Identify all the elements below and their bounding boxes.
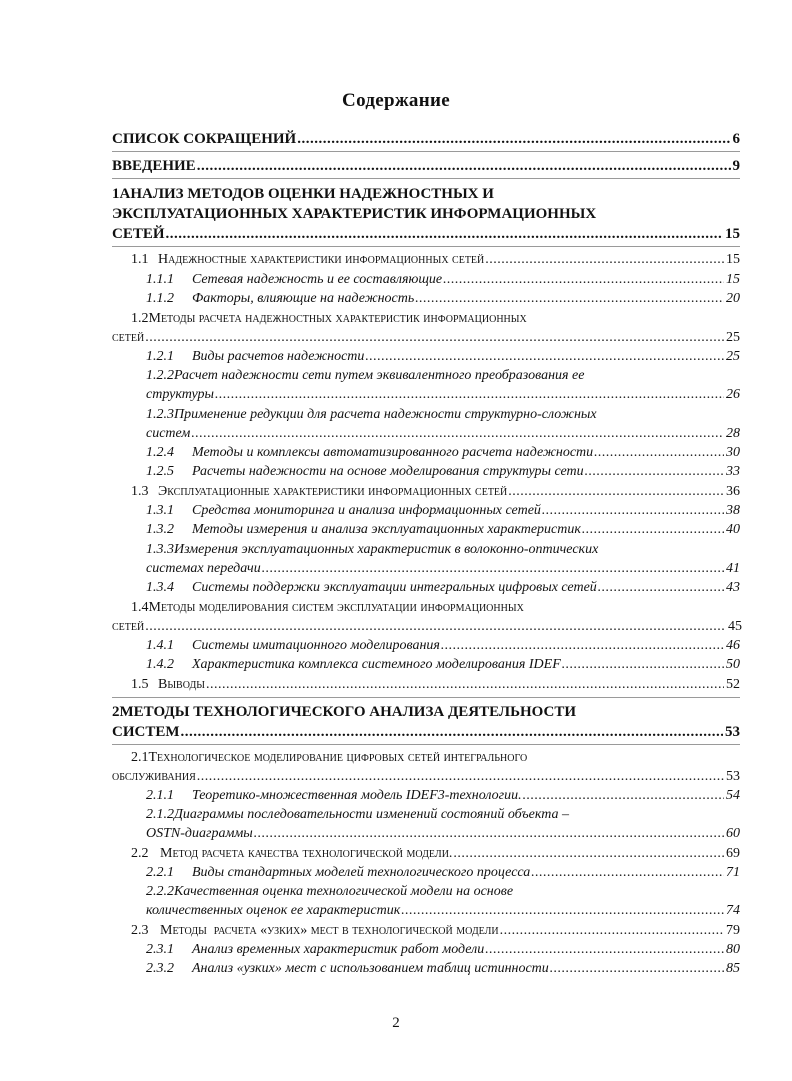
toc-number: 1.2 [131,311,149,326]
toc-number: 1.3.2 [146,522,174,537]
toc-page-number: 25 [726,330,740,345]
toc-entry[interactable] [131,923,740,939]
toc-number: 1.2.2 [146,368,174,383]
dot-leader [415,291,724,307]
dot-leader [508,484,724,500]
toc-number: 1.4 [131,600,149,615]
toc-entry[interactable] [131,484,740,500]
toc-title-line: Применение редукции для расчета надежности структурно-сложных [174,407,597,422]
toc-title-line: АНАЛИЗ МЕТОДОВ ОЦЕНКИ НАДЕЖНОСТНЫХ И [119,186,494,202]
toc-entry[interactable] [112,330,740,346]
toc-page-number: 20 [726,291,740,306]
toc-title: Характеристика комплекса системного моделирования IDEF [192,657,561,672]
dot-leader [145,330,724,346]
toc-entry[interactable] [146,445,740,461]
toc-title: Расчеты надежности на основе моделирования структуры сети [192,464,584,479]
toc-section-heading [131,750,527,766]
dot-leader [585,464,724,480]
toc-title: Анализ «узких» мест с использованием таблиц истинности [192,961,549,976]
toc-title: Выводы [158,677,205,692]
toc-number: 2.3.1 [146,942,174,957]
dot-leader [453,846,724,862]
toc-entry[interactable] [146,638,740,654]
toc-page-number: 28 [726,426,740,441]
toc-number: 1.2.1 [146,349,174,364]
toc-title: Методы измерения и анализа эксплуатационных характеристик [192,522,581,537]
toc-number: 2.3 [131,923,149,938]
toc-title: Виды стандартных моделей технологического процесса [192,865,531,880]
toc-title-line: структуры [146,387,214,402]
toc-page-number: 15 [726,252,740,267]
toc-title-line: Технологическое моделирование цифровых сетей интегрального [148,750,528,765]
toc-title: Анализ временных характеристик работ модели [192,942,485,957]
toc-page-number: 79 [726,923,740,938]
toc-page-number: 46 [726,638,740,653]
dot-leader [441,638,724,654]
toc-title: Методы и комплексы автоматизированного расчета надежности [192,445,594,460]
toc-number: 2.1 [131,750,149,765]
dot-leader [598,580,724,596]
dot-leader [500,923,724,939]
toc-title: Сетевая надежность и ее составляющие [192,272,443,287]
toc-page-number: 41 [726,561,740,576]
toc-title-line: Методы моделирования систем эксплуатации информационных [148,600,524,615]
toc-number: 2.2.2 [146,884,174,899]
dot-leader [485,942,724,958]
dot-leader [485,252,724,268]
toc-entry[interactable] [131,677,740,693]
toc-number: 1 [112,186,120,202]
page-title: Содержание [342,90,450,111]
toc-entry[interactable] [146,291,740,307]
toc-title-line: обслуживания [112,769,196,784]
toc-entry[interactable] [146,580,740,596]
toc-page-number: 25 [726,349,740,364]
toc-subsection-heading [146,884,513,900]
toc-title-line: Диаграммы последовательности изменений состояний объекта – [174,807,569,822]
toc-entry[interactable] [146,961,740,977]
toc-entry[interactable] [112,226,740,243]
dot-leader [215,387,724,403]
toc-entry[interactable] [146,426,740,442]
toc-title-line: сетей [112,619,145,634]
toc-page-number: 50 [726,657,740,672]
toc-page-number: 69 [726,846,740,861]
toc-entry[interactable] [146,349,740,365]
toc-subsection-heading [146,407,597,423]
toc-page-number: 15 [726,272,740,287]
toc-number: 1.4.2 [146,657,174,672]
toc-title-line: Качественная оценка технологической модели на основе [174,884,514,899]
divider [112,697,740,698]
dot-leader [262,561,724,577]
toc-entry[interactable] [146,903,740,919]
toc-number: 2.1.1 [146,788,174,803]
toc-title: Виды расчетов надежности [192,349,365,364]
toc-title: Системы имитационного моделирования [192,638,440,653]
toc-page-number: 26 [726,387,740,402]
toc-title-line: Расчет надежности сети путем эквивалентного преобразования ее [174,368,585,383]
toc-number: 1.4.1 [146,638,174,653]
toc-entry[interactable] [146,561,740,577]
toc-entry[interactable] [146,788,740,804]
toc-page-number: 30 [726,445,740,460]
toc-page-number: 52 [726,677,740,692]
dot-leader [582,522,724,538]
toc-section-heading [131,311,527,327]
toc-page-number: 45 [728,619,742,634]
toc-number: 1.1.1 [146,272,174,287]
divider [112,151,740,152]
dot-leader [443,272,724,288]
divider [112,246,740,247]
toc-page-number: 36 [726,484,740,499]
toc-entry[interactable] [112,131,740,148]
dot-leader [562,657,724,673]
dot-leader [401,903,724,919]
toc-title-line: систем [146,426,191,441]
toc-entry[interactable] [112,769,740,785]
toc-page-number: 33 [726,464,740,479]
toc-title-line: ЭКСПЛУАТАЦИОННЫХ ХАРАКТЕРИСТИК ИНФОРМАЦИОННЫХ [112,206,597,222]
toc-entry[interactable] [131,252,740,268]
toc-subsection-heading [146,368,584,384]
toc-entry[interactable] [146,657,740,673]
toc-title: Теоретико-множественная модель IDEF3-технологии. [192,788,522,803]
toc-entry[interactable] [131,846,740,862]
toc-entry[interactable] [146,464,740,480]
toc-title: Эксплуатационные характеристики информационных сетей [158,484,508,499]
toc-title: Метод расчета качества технологической модели. [160,846,453,861]
toc-subsection-heading [146,807,569,823]
toc-page-number: 85 [726,961,740,976]
toc-entry[interactable] [146,387,740,403]
toc-page-number: 38 [726,503,740,518]
toc-subsection-heading [146,542,598,558]
dot-leader [145,619,726,635]
dot-leader [191,426,724,442]
page-number: 2 [392,1015,400,1031]
dot-leader [181,724,724,741]
toc-entry[interactable] [146,826,740,842]
toc-title: Методы расчета «узких» мест в технологической модели [160,923,499,938]
dot-leader [297,131,730,148]
toc-entry[interactable] [146,865,740,881]
toc-page-number: 71 [726,865,740,880]
toc-entry[interactable] [146,942,740,958]
toc-entry[interactable] [146,522,740,538]
toc-entry[interactable] [112,158,740,175]
toc-page-number: 40 [726,522,740,537]
toc-page-number: 6 [732,131,740,147]
dot-leader [542,503,724,519]
toc-entry[interactable] [112,724,740,741]
dot-leader [197,769,724,785]
toc-entry[interactable] [146,503,740,519]
toc-number: 1.2.4 [146,445,174,460]
toc-title: Системы поддержки эксплуатации интегральных цифровых сетей [192,580,597,595]
toc-number: 1.1 [131,252,149,267]
toc-title-line: OSTN-диаграммы [146,826,253,841]
toc-page-number: 43 [726,580,740,595]
toc-number: 1.3.1 [146,503,174,518]
toc-chapter-heading [112,186,494,203]
toc-number: 2 [112,704,120,720]
toc-number: 1.3 [131,484,149,499]
toc-chapter-heading [112,704,576,721]
toc-title-line: системах передачи [146,561,261,576]
toc-title-line: количественных оценок ее характеристик [146,903,401,918]
toc-title-line: Методы расчета надежностных характеристик информационных [148,311,527,326]
toc-page-number: 53 [725,724,740,740]
toc-number: 2.2.1 [146,865,174,880]
toc-title-line: СЕТЕЙ [112,226,165,242]
toc-number: 2.3.2 [146,961,174,976]
dot-leader [531,865,724,881]
toc-title: Средства мониторинга и анализа информационных сетей [192,503,541,518]
toc-title: Надежностные характеристики информационных сетей [158,252,485,267]
toc-page-number: 53 [726,769,740,784]
toc-title: СПИСОК СОКРАЩЕНИЙ [112,131,297,147]
toc-page-number: 9 [732,158,740,174]
dot-leader [365,349,724,365]
toc-page-number: 80 [726,942,740,957]
divider [112,178,740,179]
toc-entry[interactable] [146,272,740,288]
toc-number: 1.3.4 [146,580,174,595]
toc-title: ВВЕДЕНИЕ [112,158,196,174]
dot-leader [197,158,731,175]
toc-number: 1.3.3 [146,542,174,557]
toc-section-heading [131,600,524,616]
dot-leader [254,826,724,842]
toc-title-line: Измерения эксплуатационных характеристик в волоконно-оптических [174,542,599,557]
dot-leader [550,961,724,977]
dot-leader [594,445,724,461]
dot-leader [166,226,723,243]
toc-number: 1.5 [131,677,149,692]
divider [112,744,740,745]
toc-title-line: МЕТОДЫ ТЕХНОЛОГИЧЕСКОГО АНАЛИЗА ДЕЯТЕЛЬНОСТИ [119,704,577,720]
toc-entry[interactable] [112,619,742,635]
toc-page-number: 60 [726,826,740,841]
toc-number: 1.2.5 [146,464,174,479]
toc-number: 2.2 [131,846,149,861]
toc-page-number: 74 [726,903,740,918]
toc-page-number: 54 [726,788,740,803]
toc-title: Факторы, влияющие на надежность [192,291,415,306]
toc-page-number: 15 [725,226,740,242]
toc-number: 2.1.2 [146,807,174,822]
toc-number: 1.2.3 [146,407,174,422]
toc-number: 1.1.2 [146,291,174,306]
dot-leader [206,677,724,693]
dot-leader [523,788,724,804]
toc-title-line: СИСТЕМ [112,724,180,740]
toc-title-line: сетей [112,330,145,345]
